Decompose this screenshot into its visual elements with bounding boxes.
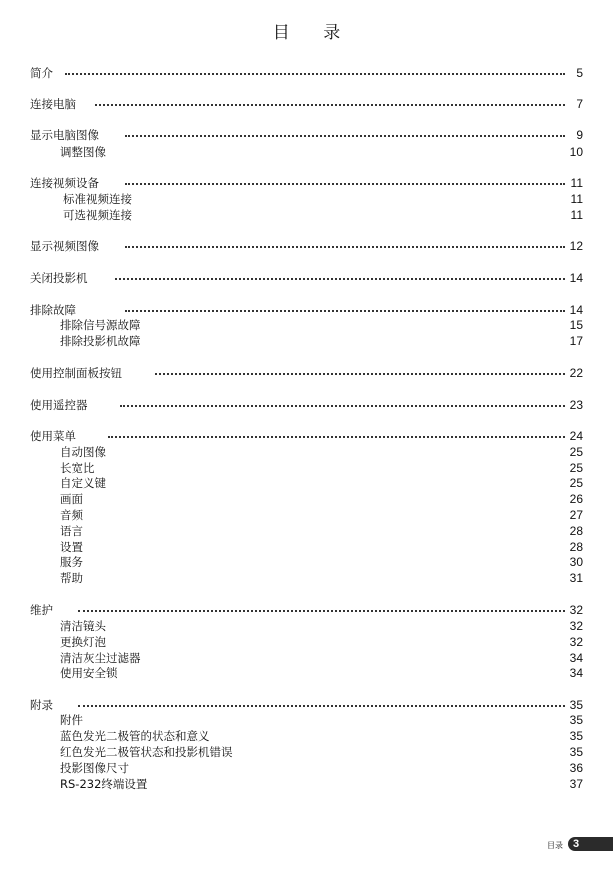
toc-entry-page-number: 32 [569, 619, 583, 633]
toc-entry-page-number: 11 [570, 208, 583, 222]
toc-entry-label: 使用安全锁 [60, 666, 118, 680]
toc-entry-page-number: 32 [569, 603, 583, 617]
toc-entry[interactable] [0, 238, 613, 254]
toc-entry-label: 长宽比 [60, 461, 95, 475]
toc-entry[interactable] [0, 444, 613, 460]
toc-entry[interactable] [0, 428, 613, 444]
toc-entry-page-number: 23 [569, 398, 583, 412]
toc-entry[interactable] [0, 96, 613, 112]
page-title: 目 录 [272, 23, 355, 43]
toc-entry[interactable] [0, 728, 613, 744]
toc-entry[interactable] [0, 491, 613, 507]
toc-entry-label: 排除信号源故障 [60, 318, 141, 332]
toc-entry-page-number: 7 [576, 97, 583, 111]
toc-entry-page-number: 17 [569, 334, 583, 348]
toc-entry-label: 使用遥控器 [30, 398, 88, 412]
toc-entry[interactable] [0, 650, 613, 666]
toc-entry-page-number: 5 [576, 66, 583, 80]
toc-entry-label: 显示电脑图像 [30, 128, 99, 142]
toc-entry-label: 调整图像 [60, 145, 106, 159]
toc-entry[interactable] [0, 397, 613, 413]
toc-entry-page-number: 35 [569, 698, 583, 712]
toc-entry[interactable] [0, 539, 613, 555]
toc-entry-label: 可选视频连接 [63, 208, 132, 222]
toc-entry[interactable] [0, 570, 613, 586]
toc-entry-label: 排除投影机故障 [60, 334, 141, 348]
dot-leader [78, 705, 565, 707]
toc-entry-page-number: 9 [576, 128, 583, 142]
toc-entry[interactable] [0, 460, 613, 476]
toc-entry-page-number: 14 [569, 271, 583, 285]
toc-entry-page-number: 22 [569, 366, 583, 380]
toc-entry-label: 附录 [30, 698, 53, 712]
toc-entry-label: 设置 [60, 540, 83, 554]
toc-entry-label: 自动图像 [60, 445, 106, 459]
toc-entry-page-number: 25 [569, 476, 583, 490]
toc-entry-label: 排除故障 [30, 303, 76, 317]
toc-entry-page-number: 11 [570, 192, 583, 206]
toc-entry-page-number: 30 [569, 555, 583, 569]
toc-entry-page-number: 15 [569, 318, 583, 332]
toc-entry[interactable] [0, 127, 613, 143]
toc-entry-label: 显示视频图像 [30, 239, 99, 253]
toc-entry-page-number: 28 [569, 524, 583, 538]
toc-entry-label: 标准视频连接 [63, 192, 132, 206]
toc-entry[interactable] [0, 618, 613, 634]
dot-leader [120, 405, 565, 407]
toc-entry[interactable] [0, 760, 613, 776]
toc-entry-page-number: 35 [569, 745, 583, 759]
toc-entry-label: 简介 [30, 66, 53, 80]
toc-entry[interactable] [0, 523, 613, 539]
toc-entry-page-number: 11 [570, 176, 583, 190]
toc-entry[interactable] [0, 602, 613, 618]
toc-entry-page-number: 24 [569, 429, 583, 443]
toc-entry-page-number: 34 [569, 666, 583, 680]
toc-entry[interactable] [0, 744, 613, 760]
footer-section-label: 目录 [547, 841, 563, 850]
toc-entry[interactable] [0, 475, 613, 491]
toc-entry-page-number: 35 [569, 713, 583, 727]
toc-entry[interactable] [0, 302, 613, 318]
toc-entry-label: 维护 [30, 603, 53, 617]
toc-entry-label: 画面 [60, 492, 83, 506]
toc-entry[interactable] [0, 365, 613, 381]
toc-entry[interactable] [0, 333, 613, 349]
dot-leader [95, 104, 565, 106]
dot-leader [125, 183, 565, 185]
dot-leader [125, 310, 565, 312]
toc-entry-page-number: 34 [569, 651, 583, 665]
toc-entry-page-number: 25 [569, 461, 583, 475]
toc-entry-label: 使用控制面板按钮 [30, 366, 122, 380]
dot-leader [108, 436, 565, 438]
toc-entry-page-number: 14 [569, 303, 583, 317]
toc-entry-label: 连接视频设备 [30, 176, 99, 190]
toc-entry-page-number: 26 [569, 492, 583, 506]
dot-leader [125, 246, 565, 248]
toc-entry-page-number: 28 [569, 540, 583, 554]
toc-entry-label: 语言 [60, 524, 83, 538]
toc-entry-label: 音频 [60, 508, 83, 522]
toc-entry-label: 连接电脑 [30, 97, 76, 111]
toc-entry[interactable] [0, 665, 613, 681]
toc-entry-page-number: 10 [569, 145, 583, 159]
toc-entry-label: 附件 [60, 713, 83, 727]
page-number-badge [568, 837, 613, 851]
dot-leader [65, 73, 565, 75]
toc-entry-label: 更换灯泡 [60, 635, 106, 649]
toc-entry-page-number: 25 [569, 445, 583, 459]
toc-entry-label: 投影图像尺寸 [60, 761, 129, 775]
toc-entry-label: 蓝色发光二极管的状态和意义 [60, 729, 210, 743]
dot-leader [125, 135, 565, 137]
toc-entry[interactable] [0, 175, 613, 191]
dot-leader [78, 610, 565, 612]
toc-entry-page-number: 35 [569, 729, 583, 743]
dot-leader [155, 373, 565, 375]
toc-entry-label: 帮助 [60, 571, 83, 585]
toc-entry[interactable] [0, 317, 613, 333]
toc-entry-page-number: 32 [569, 635, 583, 649]
toc-entry[interactable] [0, 65, 613, 81]
toc-entry-label: 清洁灰尘过滤器 [60, 651, 141, 665]
toc-entry-label: 使用菜单 [30, 429, 76, 443]
toc-entry-label: 服务 [60, 555, 83, 569]
toc-entry-label: 关闭投影机 [30, 271, 88, 285]
toc-entry[interactable] [0, 634, 613, 650]
toc-entry[interactable] [0, 776, 613, 792]
toc-entry-page-number: 37 [569, 777, 583, 791]
toc-entry-label: 红色发光二极管状态和投影机错误 [60, 745, 233, 759]
toc-entry-label: 清洁镜头 [60, 619, 106, 633]
toc-entry-page-number: 12 [569, 239, 583, 253]
toc-entry[interactable] [0, 712, 613, 728]
toc-entry-page-number: 27 [569, 508, 583, 522]
toc-entry-label: 自定义键 [60, 476, 106, 490]
toc-entry[interactable] [0, 270, 613, 286]
toc-entry-page-number: 36 [569, 761, 583, 775]
toc-entry[interactable] [0, 191, 613, 207]
toc-entry[interactable] [0, 697, 613, 713]
toc-entry-label: RS-232终端设置 [60, 777, 148, 791]
toc-entry[interactable] [0, 554, 613, 570]
toc-entry-page-number: 31 [569, 571, 583, 585]
dot-leader [115, 278, 565, 280]
toc-entry[interactable] [0, 207, 613, 223]
page-number: 3 [573, 838, 580, 850]
toc-entry[interactable] [0, 144, 613, 160]
toc-entry[interactable] [0, 507, 613, 523]
